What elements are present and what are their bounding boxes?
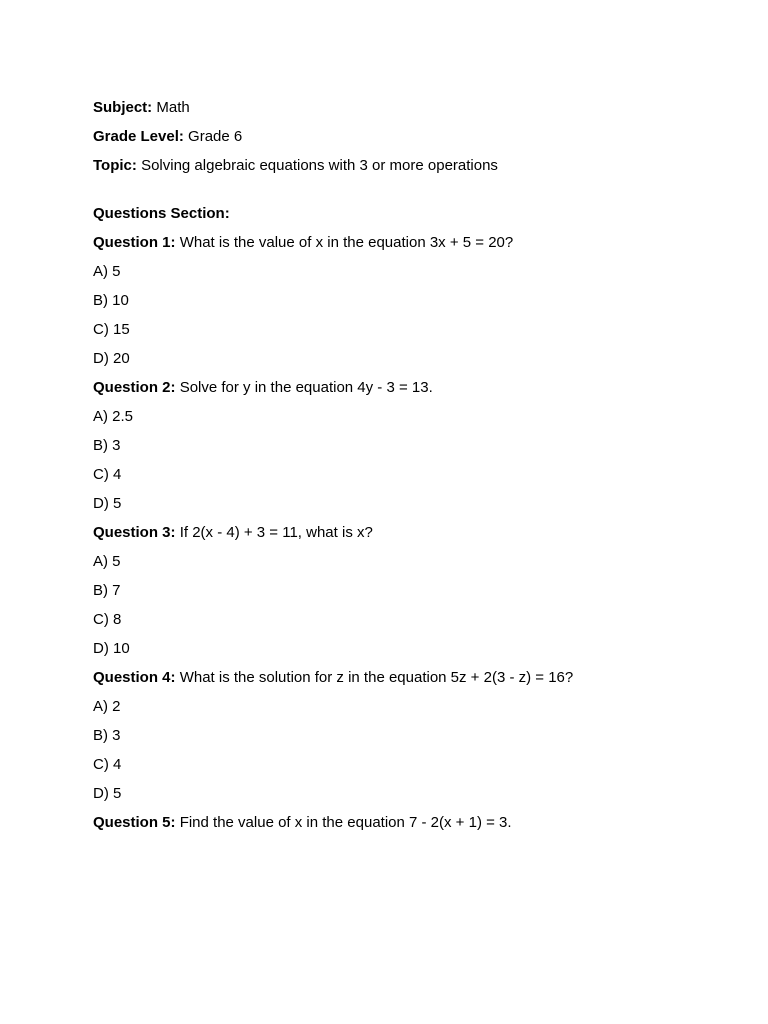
question-label: Question 2: <box>93 379 176 396</box>
topic-value: Solving algebraic equations with 3 or more operations <box>141 157 498 174</box>
answer-option: B) 7 <box>93 582 121 599</box>
question-1 <box>93 234 733 263</box>
answer-option: D) 10 <box>93 640 130 657</box>
section-spacer <box>93 186 733 205</box>
answer-option: D) 5 <box>93 495 122 512</box>
document-page <box>93 99 733 843</box>
answer-option: A) 5 <box>93 553 121 570</box>
question-text: Solve for y in the equation 4y - 3 = 13. <box>179 379 433 396</box>
answer-option: C) 4 <box>93 756 122 773</box>
subject-line <box>93 99 733 128</box>
question-label: Question 5: <box>93 814 176 831</box>
answer-option: B) 10 <box>93 292 129 309</box>
questions-list <box>93 234 733 843</box>
grade-level-value: Grade 6 <box>188 128 243 145</box>
question-3 <box>93 524 733 553</box>
answer-option: D) 5 <box>93 785 122 802</box>
question-2 <box>93 379 733 408</box>
grade-level-label: Grade Level: <box>93 128 184 145</box>
answer-option: A) 5 <box>93 263 121 280</box>
answer-option: B) 3 <box>93 437 121 454</box>
question-5 <box>93 814 733 843</box>
answer-option: C) 15 <box>93 321 130 338</box>
answer-option: A) 2 <box>93 698 121 715</box>
answer-option: A) 2.5 <box>93 408 134 425</box>
answer-option: C) 8 <box>93 611 122 628</box>
subject-label: Subject: <box>93 99 153 116</box>
question-label: Question 1: <box>93 234 176 251</box>
question-text: What is the solution for z in the equation 5z + 2(3 - z) = 16? <box>179 669 574 686</box>
question-4 <box>93 669 733 698</box>
subject-value: Math <box>156 99 190 116</box>
topic-label: Topic: <box>93 157 137 174</box>
grade-level-line <box>93 128 733 157</box>
topic-line <box>93 157 733 186</box>
question-text: What is the value of x in the equation 3x + 5 = 20? <box>179 234 514 251</box>
question-label: Question 3: <box>93 524 176 541</box>
answer-option: C) 4 <box>93 466 122 483</box>
question-text: If 2(x - 4) + 3 = 11, what is x? <box>179 524 373 541</box>
question-label: Question 4: <box>93 669 176 686</box>
answer-option: D) 20 <box>93 350 130 367</box>
answer-option: B) 3 <box>93 727 121 744</box>
questions-section-title: Questions Section: <box>93 205 230 222</box>
question-text: Find the value of x in the equation 7 - 2(x + 1) = 3. <box>179 814 512 831</box>
